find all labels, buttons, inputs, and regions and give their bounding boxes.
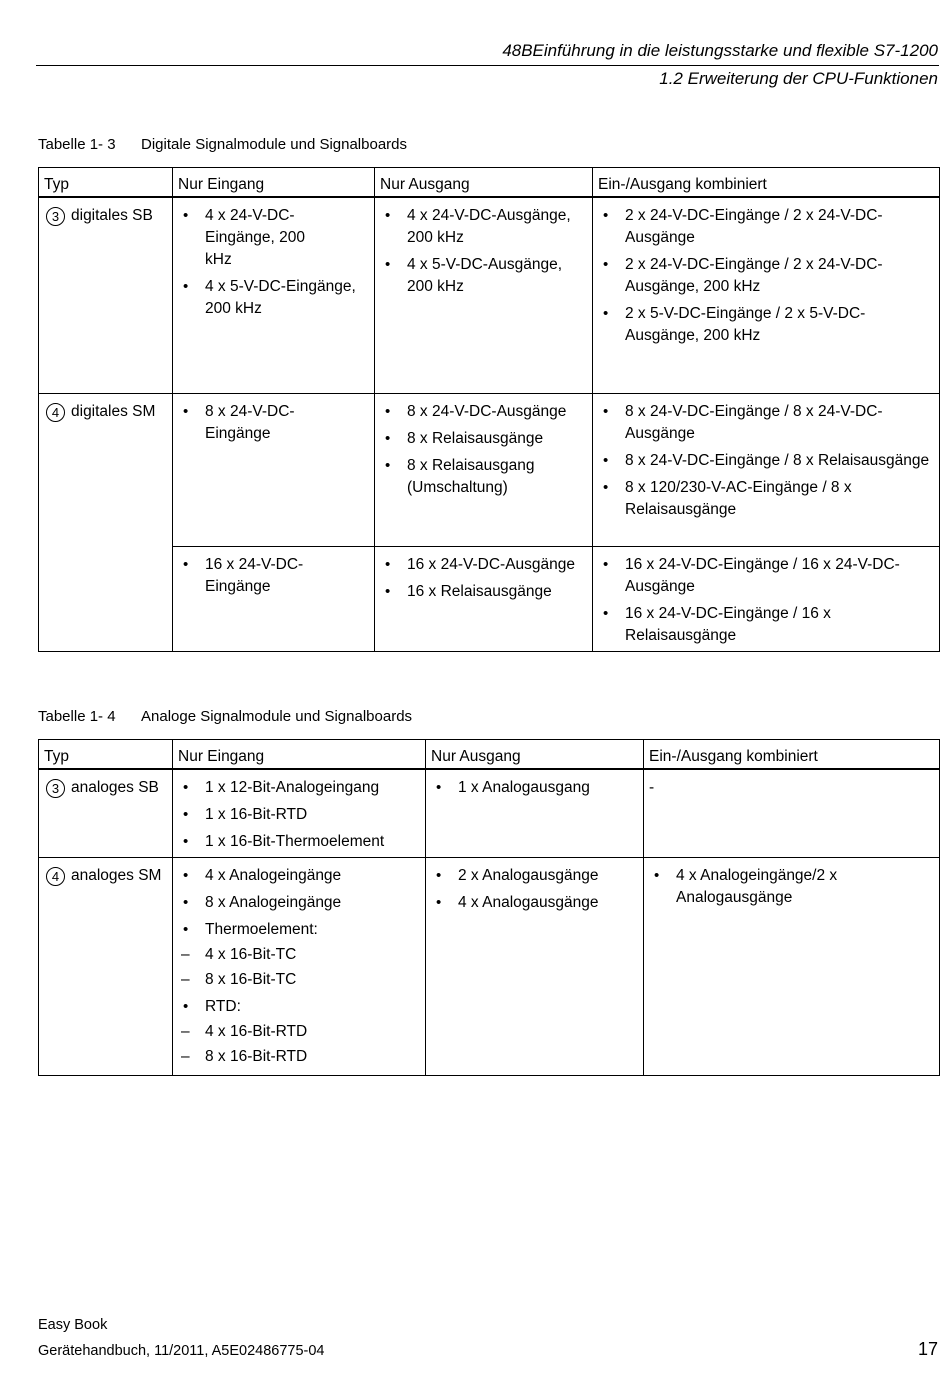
sub-list-item: – 4 x 16-Bit-TC (178, 944, 420, 966)
list-item: • 4 x 24-V-DC-Ausgänge, 200 kHz (380, 205, 587, 249)
combined-cell (644, 858, 940, 1076)
list-item: • 8 x 24-V-DC-Eingänge (178, 401, 369, 445)
table-row (39, 197, 940, 393)
table1-caption (38, 136, 407, 153)
combined-cell (593, 197, 940, 393)
list-item: • 2 x 24-V-DC-Eingänge / 2 x 24-V-DC-Ausgänge (598, 205, 934, 249)
list-item: • 8 x Analogeingänge (178, 892, 420, 914)
type-label: digitales SM (71, 402, 156, 420)
callout-marker: 3 (46, 779, 65, 798)
list-item: • 2 x 24-V-DC-Eingänge / 2 x 24-V-DC-Ausgänge, 200 kHz (598, 254, 934, 298)
column-header: Nur Eingang (173, 740, 426, 770)
page-number: 17 (917, 1339, 938, 1359)
list-item: • 8 x Relaisausgang (Umschaltung) (380, 455, 587, 499)
list-item: • 16 x 24-V-DC-Eingänge / 16 x Relaisausgänge (598, 603, 934, 647)
table2-caption-number: Tabelle 1- 4 (38, 708, 116, 725)
list-item: • 1 x 16-Bit-RTD (178, 804, 420, 826)
list-item: • 4 x Analogausgänge (431, 892, 638, 914)
type-cell (39, 769, 173, 858)
column-header: Nur Ausgang (426, 740, 644, 770)
callout-marker: 4 (46, 867, 65, 886)
list-item: • 8 x Relaisausgänge (380, 428, 587, 450)
list-item: • 16 x Relaisausgänge (380, 581, 587, 603)
running-header-section: 1.2 Erweiterung der CPU-Funktionen (659, 69, 938, 88)
output-cell (375, 197, 593, 393)
list-item: • 4 x 5-V-DC-Ausgänge, 200 kHz (380, 254, 587, 298)
list-item (178, 919, 420, 991)
input-cell (173, 393, 375, 546)
sub-list-item: – 8 x 16-Bit-RTD (178, 1046, 420, 1068)
list-item: • 4 x Analogeingänge/2 x Analogausgänge (649, 865, 934, 909)
table-header-row (39, 168, 940, 198)
rtd-label: RTD: (205, 998, 241, 1015)
output-cell (375, 546, 593, 651)
input-cell (173, 197, 375, 393)
type-label: digitales SB (71, 207, 153, 224)
column-header: Typ (39, 168, 173, 198)
footer-book-title: Easy Book (38, 1317, 108, 1333)
footer-manual-id: Gerätehandbuch, 11/2011, A5E02486775-04 (38, 1343, 325, 1359)
table-row (39, 769, 940, 858)
column-header: Ein-/Ausgang kombiniert (593, 168, 940, 198)
table-header-row (39, 740, 940, 770)
combined-cell (593, 546, 940, 651)
list-item: • 8 x 24-V-DC-Eingänge / 8 x Relaisausgänge (598, 450, 934, 472)
output-cell (375, 393, 593, 546)
input-cell (173, 858, 426, 1076)
type-cell (39, 393, 173, 651)
list-item: • 8 x 120/230-V-AC-Eingänge / 8 x Relaisausgänge (598, 477, 934, 521)
list-item: • 16 x 24-V-DC-Eingänge (178, 554, 369, 598)
combined-cell (593, 393, 940, 546)
list-item: • 8 x 24-V-DC-Eingänge / 8 x 24-V-DC-Ausgänge (598, 401, 934, 445)
list-item: • 1 x 16-Bit-Thermoelement (178, 831, 420, 853)
type-cell (39, 858, 173, 1076)
type-cell (39, 197, 173, 393)
type-label: analoges SM (71, 867, 162, 884)
combined-cell: - (644, 769, 940, 858)
list-item: • 2 x Analogausgänge (431, 865, 638, 887)
column-header: Ein-/Ausgang kombiniert (644, 740, 940, 770)
table-row (39, 546, 940, 651)
list-item: • 16 x 24-V-DC-Eingänge / 16 x 24-V-DC-Ausgänge (598, 554, 934, 598)
type-label: analoges SB (71, 779, 159, 796)
list-item: • 16 x 24-V-DC-Ausgänge (380, 554, 587, 576)
table1-caption-number: Tabelle 1- 3 (38, 136, 116, 153)
callout-marker: 3 (46, 207, 65, 226)
input-cell (173, 769, 426, 858)
sub-list-item: – 8 x 16-Bit-TC (178, 969, 420, 991)
table2-caption-title: Analoge Signalmodule und Signalboards (141, 708, 413, 725)
output-cell (426, 858, 644, 1076)
digital-modules-table (38, 167, 940, 652)
list-item (178, 996, 420, 1068)
table1-caption-title: Digitale Signalmodule und Signalboards (141, 136, 408, 153)
column-header: Nur Eingang (173, 168, 375, 198)
table-row (39, 858, 940, 1076)
list-item: • 4 x 24-V-DC-Eingänge, 200 kHz (178, 205, 369, 271)
sub-list-item: – 4 x 16-Bit-RTD (178, 1021, 420, 1043)
thermo-label: Thermoelement: (205, 921, 318, 938)
output-cell (426, 769, 644, 858)
list-item: • 1 x 12-Bit-Analogeingang (178, 777, 420, 799)
column-header: Typ (39, 740, 173, 770)
header-rule (36, 65, 939, 66)
column-header: Nur Ausgang (375, 168, 593, 198)
table2-caption (38, 708, 412, 725)
list-item: • 1 x Analogausgang (431, 777, 638, 799)
list-item: • 4 x 5-V-DC-Eingänge, 200 kHz (178, 276, 369, 320)
list-item: • 2 x 5-V-DC-Eingänge / 2 x 5-V-DC-Ausgänge, 200 kHz (598, 303, 934, 347)
input-cell (173, 546, 375, 651)
callout-marker: 4 (46, 403, 65, 422)
list-item: • 4 x Analogeingänge (178, 865, 420, 887)
running-header-chapter: 48BEinführung in die leistungsstarke und flexible S7-1200 (502, 41, 938, 60)
table-row (39, 393, 940, 546)
analog-modules-table (38, 739, 940, 1076)
list-item: • 8 x 24-V-DC-Ausgänge (380, 401, 587, 423)
